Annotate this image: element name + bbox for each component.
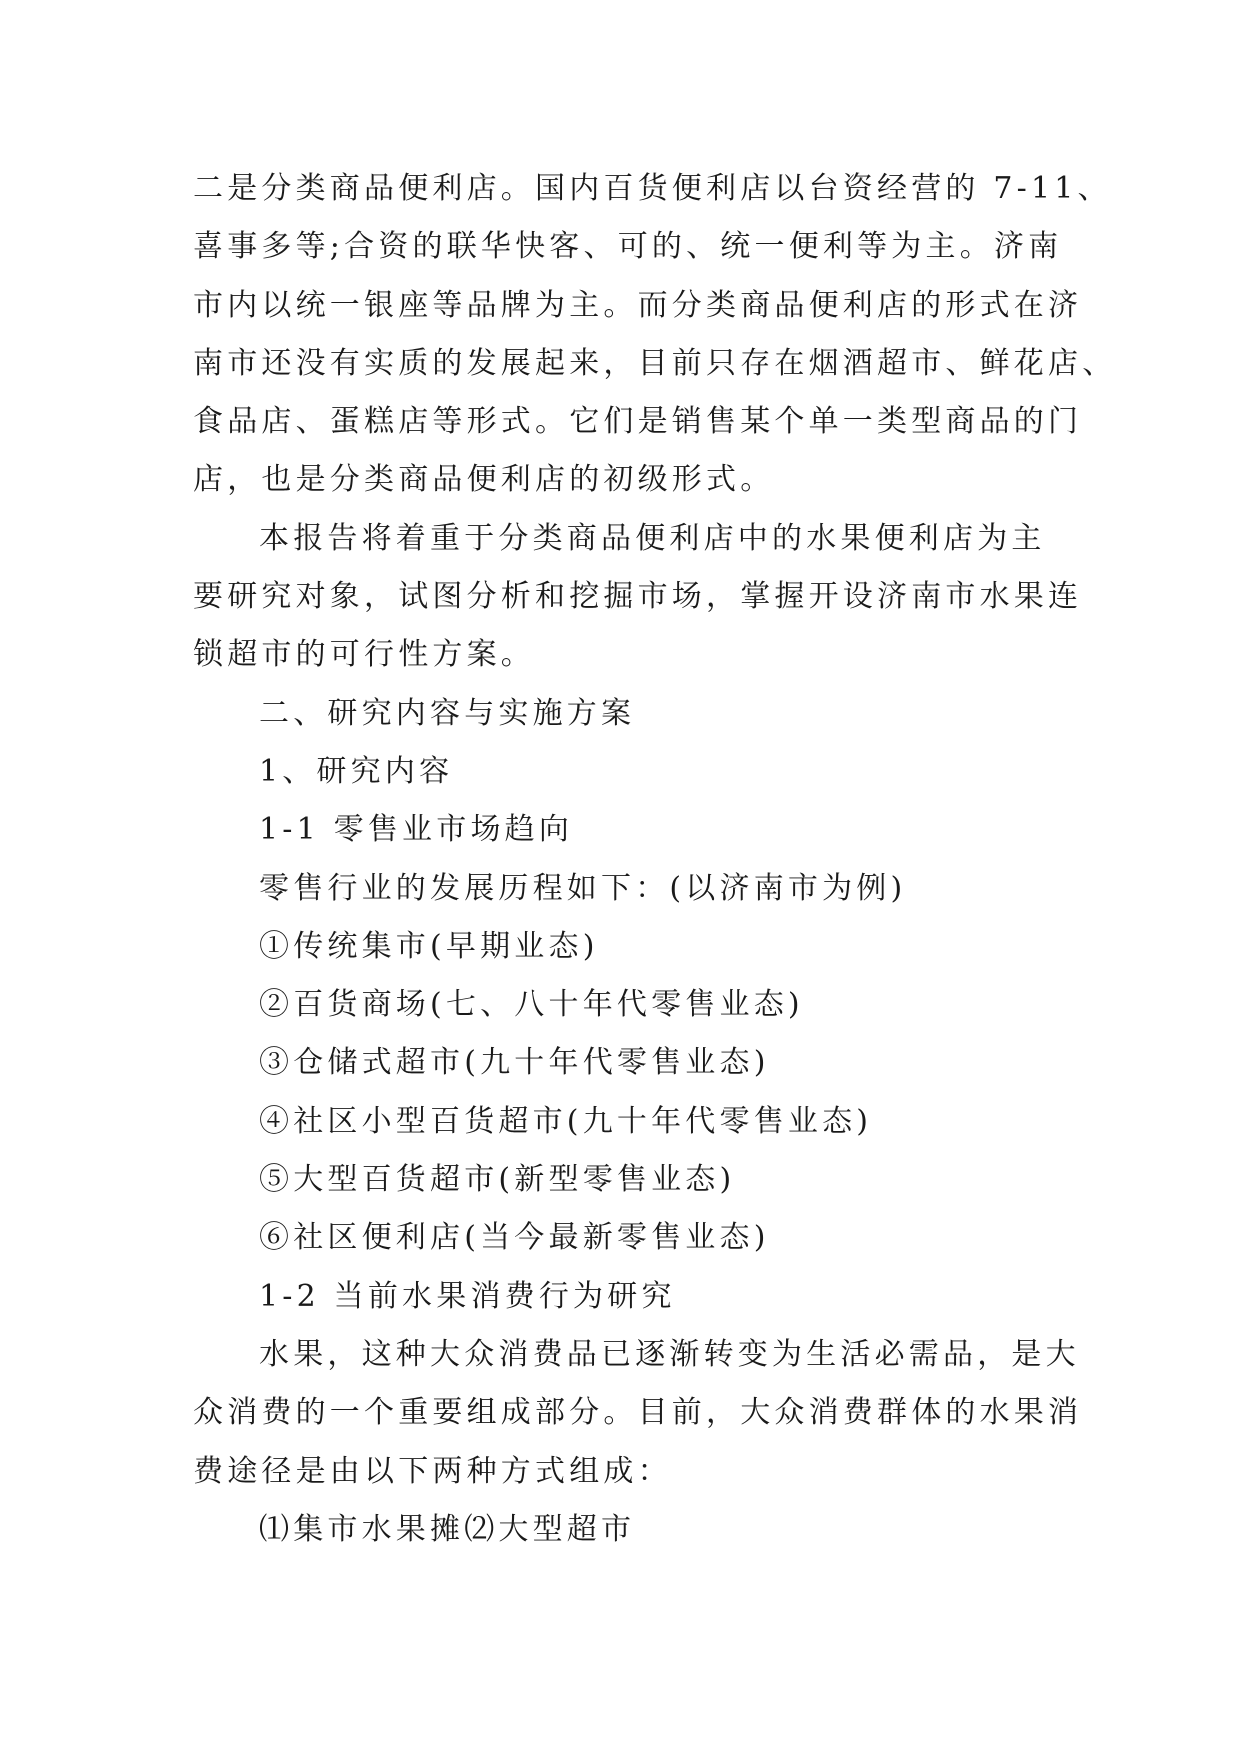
subsubsection-heading-retail-trend	[193, 801, 1051, 859]
list-item: ④社区小型百货超市(九十年代零售业态)	[259, 1103, 873, 1139]
paragraph-fruit-consumption	[193, 1326, 1083, 1501]
document-body	[193, 160, 1117, 1559]
text-line: 水果，这种大众消费品已逐渐转变为生活必需品，是大	[259, 1336, 1080, 1372]
list-item: ⑥社区便利店(当今最新零售业态)	[259, 1220, 770, 1256]
section-heading	[193, 685, 1051, 743]
text-line: 零售行业的发展历程如下：(以济南市为例)	[259, 870, 907, 906]
retail-stage-list	[193, 918, 1051, 1268]
paragraph-convenience-store-types	[193, 160, 1117, 510]
text-line: 要研究对象，试图分析和挖掘市场，掌握开设济南市水果连	[193, 579, 1083, 615]
subsection-heading-text: 1、研究内容	[259, 753, 454, 789]
subsubsection-heading-fruit-consumption	[193, 1268, 1051, 1326]
text-line: 南市还没有实质的发展起来，目前只存在烟酒超市、鲜花店、	[193, 345, 1117, 381]
section-heading-text: 二、研究内容与实施方案	[259, 695, 636, 731]
text-line: 费途径是由以下两种方式组成：	[193, 1453, 672, 1489]
text-line: 喜事多等;合资的联华快客、可的、统一便利等为主。济南	[193, 229, 1063, 265]
text-line: 众消费的一个重要组成部分。目前，大众消费群体的水果消	[193, 1395, 1083, 1431]
paragraph-report-focus	[193, 510, 1083, 685]
list-item: ③仓储式超市(九十年代零售业态)	[259, 1045, 770, 1081]
text-line: 店，也是分类商品便利店的初级形式。	[193, 462, 775, 498]
retail-intro	[193, 860, 1051, 918]
subsection-heading	[193, 743, 1051, 801]
heading-text: 1-1 零售业市场趋向	[259, 812, 574, 848]
text-line: 锁超市的可行性方案。	[193, 637, 535, 673]
text-line: 本报告将着重于分类商品便利店中的水果便利店为主	[259, 520, 1046, 556]
consumption-channels	[193, 1501, 1051, 1559]
text-line: 食品店、蛋糕店等形式。它们是销售某个单一类型商品的门	[193, 404, 1083, 440]
text-line: 二是分类商品便利店。国内百货便利店以台资经营的 7-11、	[193, 171, 1112, 206]
heading-text: 1-2 当前水果消费行为研究	[259, 1278, 676, 1314]
list-item: ⑤大型百货超市(新型零售业态)	[259, 1162, 736, 1198]
text-line: 市内以统一银座等品牌为主。而分类商品便利店的形式在济	[193, 287, 1083, 323]
list-item: ①传统集市(早期业态)	[259, 928, 599, 964]
text-line: ⑴集市水果摊⑵大型超市	[259, 1511, 636, 1547]
list-item: ②百货商场(七、八十年代零售业态)	[259, 987, 804, 1023]
